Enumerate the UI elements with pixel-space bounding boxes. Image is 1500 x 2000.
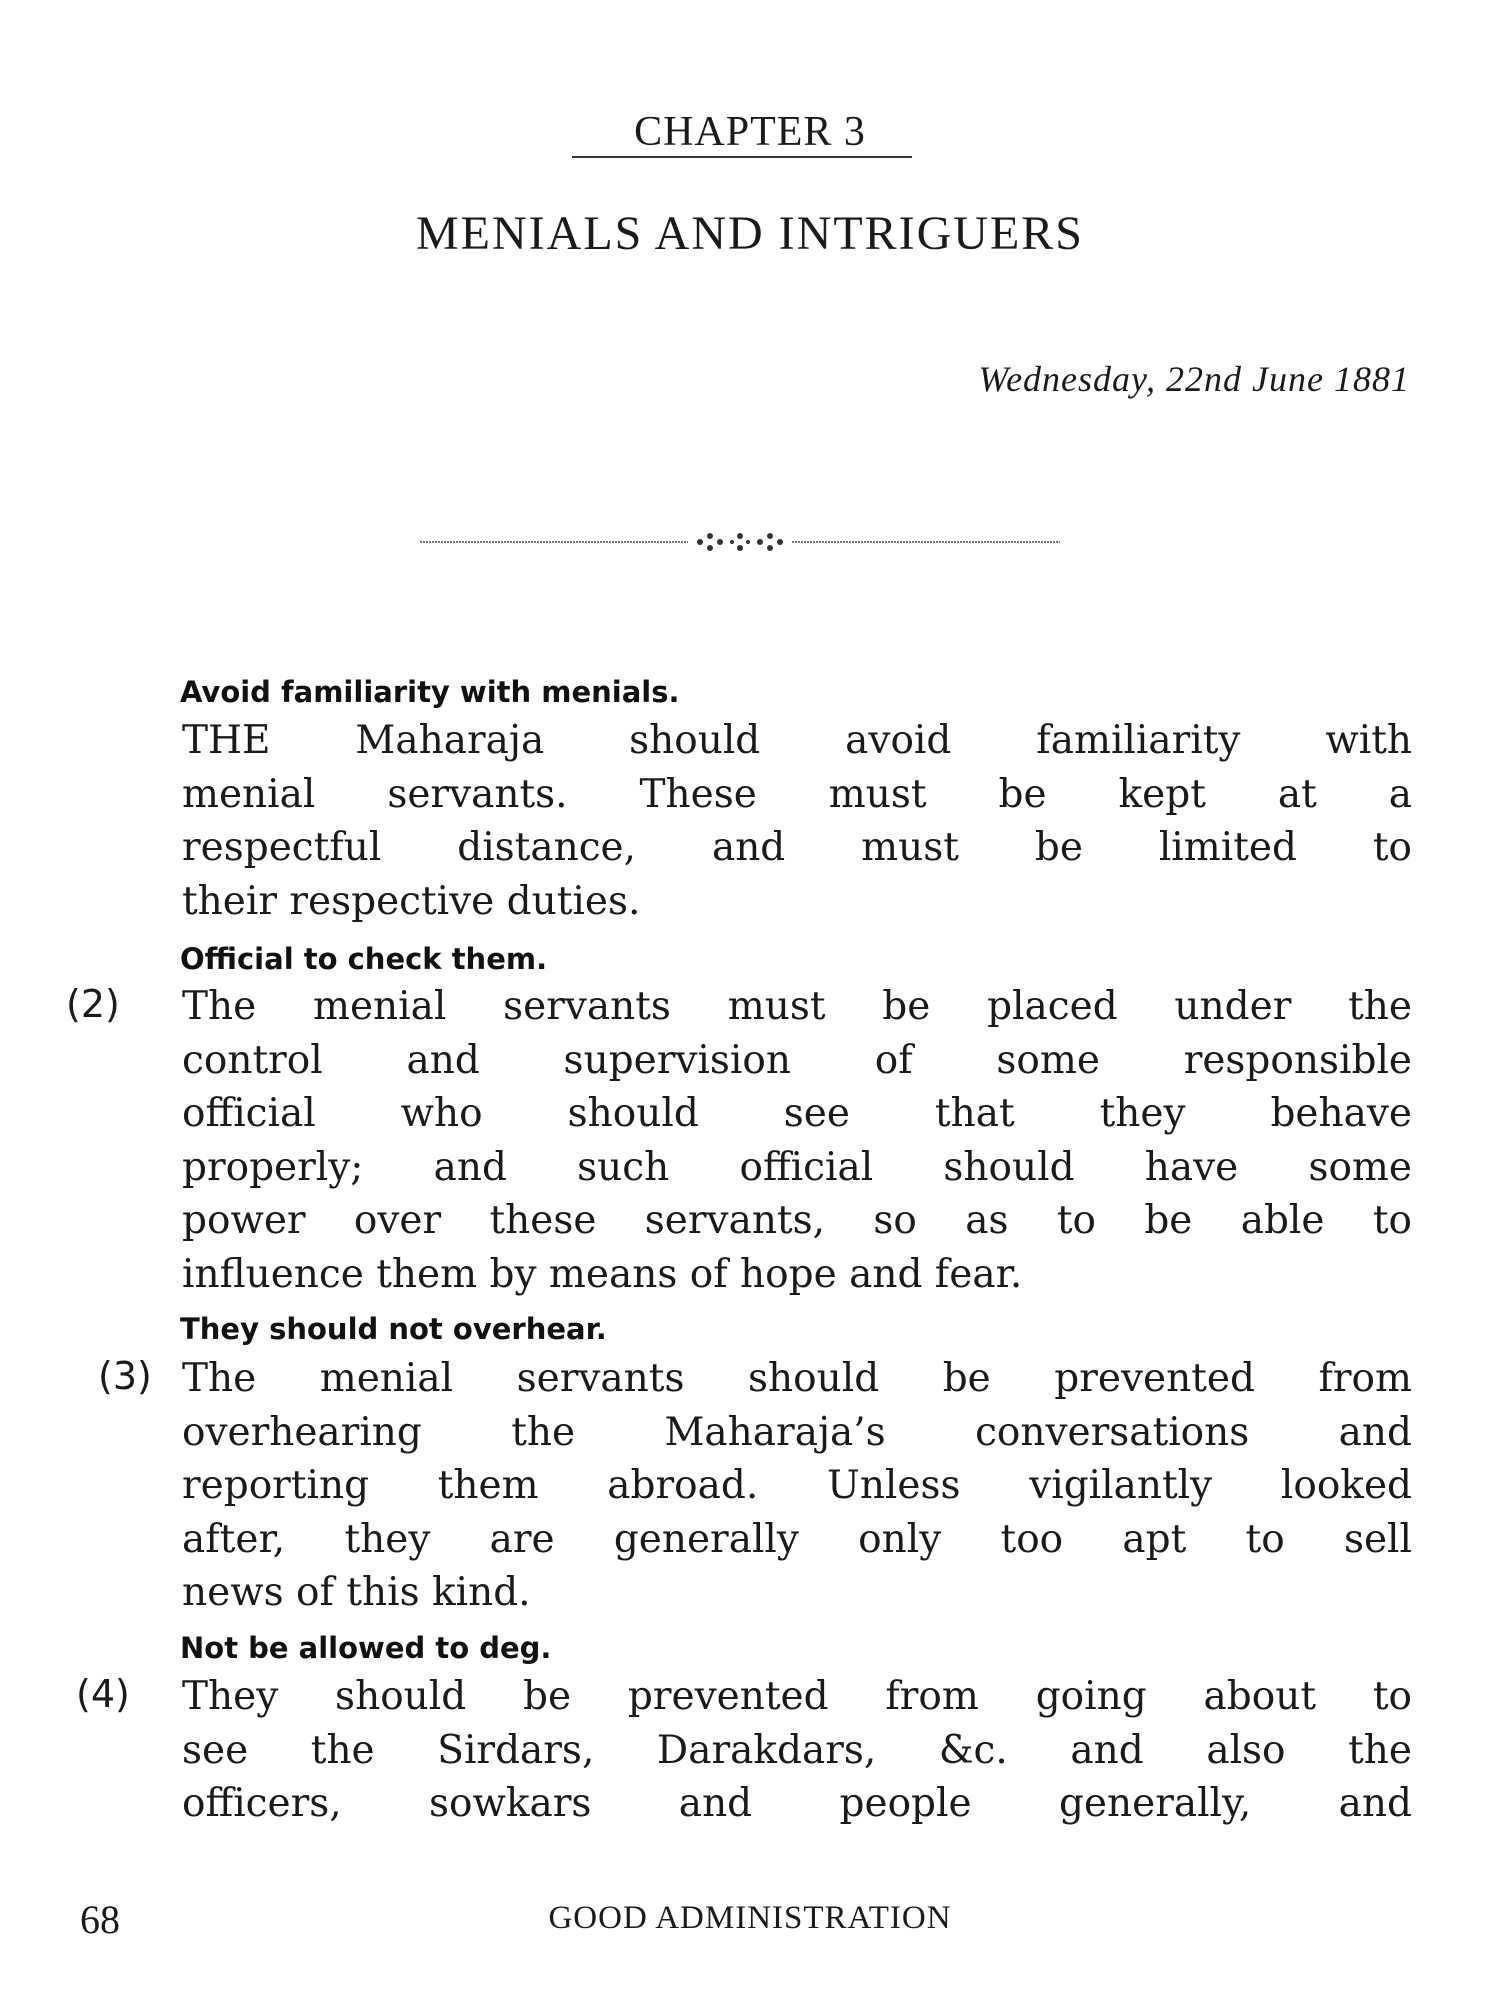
paragraph-line: influence them by means of hope and fear. — [182, 1251, 1023, 1297]
paragraph-1 — [182, 714, 1412, 928]
paragraph-line: The menial servants should be prevented from — [182, 1356, 1412, 1401]
paragraph-number: (4) — [76, 1672, 130, 1716]
paragraph-2 — [182, 980, 1412, 1301]
chapter-label: CHAPTER 3 — [634, 109, 866, 155]
side-note-avoid-familiarity: Avoid familiarity with menials. — [180, 675, 680, 709]
paragraph-line: officers, sowkars and people generally, and — [182, 1781, 1412, 1826]
paragraph-number: (2) — [66, 982, 120, 1026]
paragraph-line: their respective duties. — [182, 878, 641, 924]
paragraph-line: control and supervision of some responsible — [182, 1037, 1412, 1083]
paragraph-number: (3) — [98, 1354, 152, 1398]
paragraph-line: power over these servants, so as to be able to — [182, 1198, 1412, 1243]
paragraph-3 — [182, 1352, 1412, 1620]
paragraph-line: news of this kind. — [182, 1570, 531, 1615]
paragraph-line: menial servants. These must be kept at a — [182, 771, 1412, 817]
ornament-divider — [420, 522, 1060, 562]
chapter-title: MENIALS AND INTRIGUERS — [416, 207, 1084, 260]
paragraph-line: They should be prevented from going about to — [182, 1674, 1412, 1719]
paragraph-4 — [182, 1670, 1412, 1831]
ornament-flourish-icon — [697, 533, 783, 551]
page-number: 68 — [80, 1897, 120, 1942]
running-footer-title: GOOD ADMINISTRATION — [548, 1900, 952, 1936]
paragraph-line: THE Maharaja should avoid familiarity with — [182, 718, 1412, 763]
chapter-underline — [572, 156, 912, 158]
side-note-should-not-overhear: They should not overhear. — [180, 1312, 607, 1346]
paragraph-line: properly; and such official should have some — [182, 1144, 1412, 1190]
date-line: Wednesday, 22nd June 1881 — [978, 359, 1410, 399]
paragraph-line: after, they are generally only too apt to sell — [182, 1516, 1412, 1562]
side-note-not-allowed: Not be allowed to deg. — [180, 1631, 552, 1665]
paragraph-line: respectful distance, and must be limited to — [182, 825, 1412, 870]
paragraph-line: see the Sirdars, Darakdars, &c. and also the — [182, 1727, 1412, 1773]
paragraph-line: official who should see that they behave — [182, 1091, 1412, 1136]
paragraph-line: overhearing the Maharaja’s conversations and — [182, 1409, 1412, 1455]
paragraph-line: reporting them abroad. Unless vigilantly looked — [182, 1463, 1412, 1508]
side-note-official-check: Official to check them. — [180, 942, 548, 976]
paragraph-line: The menial servants must be placed under the — [182, 984, 1412, 1029]
